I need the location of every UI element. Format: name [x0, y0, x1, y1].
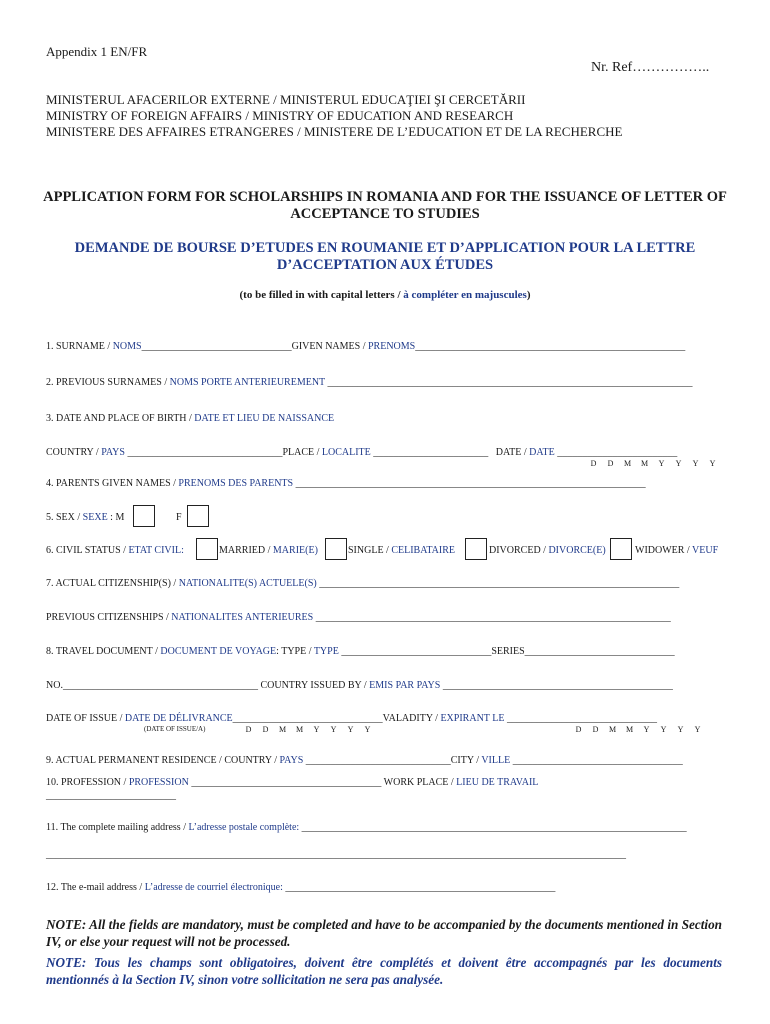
form-title-fr: DEMANDE DE BOURSE D’ETUDES EN ROUMANIE ET D’APPLICATION POUR LA LETTRE D’ACCEPTATION AUX ÉTUDES [74, 240, 696, 273]
field-surname[interactable]: 1. SURNAME / NOMS______________________________GIVEN NAMES / PRENOMS______________________________________________________ [46, 341, 686, 352]
field-previous-citizenships[interactable]: PREVIOUS CITIZENSHIPS / NATIONALITES ANTERIEURES _______________________________________________________________________ [46, 612, 671, 623]
civil-single-label: SINGLE / CELIBATAIRE [348, 545, 455, 556]
civil-widower-checkbox[interactable] [610, 538, 632, 560]
field-work-place-line[interactable]: __________________________ [46, 790, 176, 801]
field-mailing-address-line2[interactable]: ____________________________________________________________________________________________________________________ [46, 849, 626, 860]
validity-date-format-hint: D D M M Y Y Y Y [575, 725, 701, 734]
field-date-place-birth: 3. DATE AND PLACE OF BIRTH / DATE ET LIEU DE NAISSANCE [46, 413, 335, 424]
instructions: (to be filled in with capital letters / à compléter en majuscules) [239, 289, 531, 301]
field-travel-document[interactable]: 8. TRAVEL DOCUMENT / DOCUMENT DE VOYAGE: TYPE / TYPE ______________________________SERIES______________________________ [46, 646, 675, 657]
issue-date-sublabel: (DATE OF ISSUE/A) [144, 725, 206, 733]
note-fr: NOTE: Tous les champs sont obligatoires, doivent être complétés et doivent être accompagnés par les documents mentionnés à la Section IV, sinon votre sollicitation ne sera pas analysée. [46, 955, 722, 987]
appendix-label: Appendix 1 EN/FR [46, 44, 148, 59]
field-permanent-residence[interactable]: 9. ACTUAL PERMANENT RESIDENCE / COUNTRY / PAYS _____________________________CITY / VILLE __________________________________ [46, 755, 683, 766]
ministry-fr: MINISTERE DES AFFAIRES ETRANGERES / MINISTERE DE L’EDUCATION ET DE LA RECHERCHE [46, 124, 623, 139]
field-previous-surnames[interactable]: 2. PREVIOUS SURNAMES / NOMS PORTE ANTERIEUREMENT _________________________________________________________________________ [46, 377, 693, 388]
field-actual-citizenship[interactable]: 7. ACTUAL CITIZENSHIP(S) / NATIONALITE(S) ACTUELE(S) ________________________________________________________________________ [46, 578, 680, 589]
civil-single-checkbox[interactable] [325, 538, 347, 560]
field-birth-country-place-date[interactable]: COUNTRY / PAYS _______________________________PLACE / LOCALITE _______________________ DATE / DATE ________________________ [46, 447, 678, 458]
sex-female-checkbox[interactable] [187, 505, 209, 527]
note-en: NOTE: All the fields are mandatory, must be completed and have to be accompanied by the documents mentioned in Section IV, or else your request will not be processed. [46, 917, 722, 949]
field-parents-names[interactable]: 4. PARENTS GIVEN NAMES / PRENOMS DES PARENTS ______________________________________________________________________ [46, 478, 646, 489]
field-document-number[interactable]: NO._______________________________________ COUNTRY ISSUED BY / EMIS PAR PAYS ______________________________________________ [46, 680, 673, 691]
field-mailing-address[interactable]: 11. The complete mailing address / L’adresse postale complète: _____________________________________________________________________________ [46, 822, 687, 833]
field-date-of-issue[interactable]: DATE OF ISSUE / DATE DE DÉLIVRANCE______________________________VALADITY / EXPIRANT LE ______________________________ [46, 713, 657, 724]
civil-married-label: MARRIED / MARIE(E) [219, 545, 318, 556]
field-profession[interactable]: 10. PROFESSION / PROFESSION ______________________________________ WORK PLACE / LIEU DE TRAVAIL [46, 777, 539, 788]
civil-married-checkbox[interactable] [196, 538, 218, 560]
issue-date-format-hint: D D M M Y Y Y Y [245, 725, 371, 734]
civil-divorced-checkbox[interactable] [465, 538, 487, 560]
field-sex-label: 5. SEX / SEXE : M [46, 512, 125, 523]
form-title-en: APPLICATION FORM FOR SCHOLARSHIPS IN ROMANIA AND FOR THE ISSUANCE OF LETTER OF ACCEPTANCE TO STUDIES [43, 189, 727, 222]
birth-date-format-hint: D D M M Y Y Y Y [590, 459, 716, 468]
sex-female-label: F [176, 512, 182, 523]
sex-male-checkbox[interactable] [133, 505, 155, 527]
field-email[interactable]: 12. The e-mail address / L’adresse de courriel électronique: ______________________________________________________ [46, 882, 556, 893]
civil-divorced-label: DIVORCED / DIVORCE(E) [489, 545, 606, 556]
field-civil-status-label: 6. CIVIL STATUS / ETAT CIVIL: [46, 545, 184, 556]
civil-widower-label: WIDOWER / VEUF [635, 545, 719, 556]
ministry-en: MINISTRY OF FOREIGN AFFAIRS / MINISTRY OF EDUCATION AND RESEARCH [46, 108, 514, 123]
ministry-ro: MINISTERUL AFACERILOR EXTERNE / MINISTERUL EDUCAŢIEI ŞI CERCETĂRII [46, 92, 526, 107]
reference-number: Nr. Ref…………….. [591, 60, 710, 75]
